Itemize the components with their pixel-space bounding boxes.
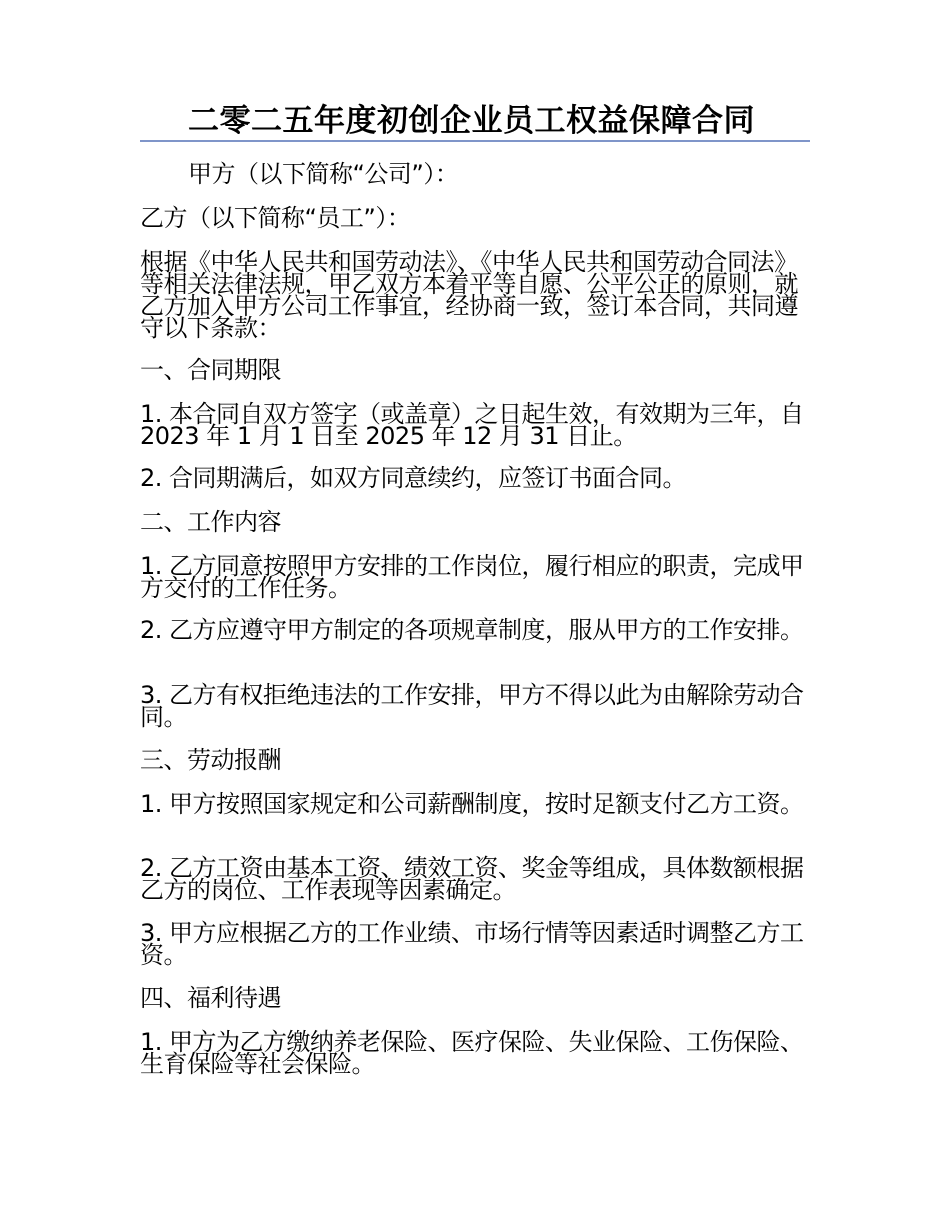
title-block [140, 100, 810, 144]
clause-benefits-1: 1. 甲方为乙方缴纳养老保险、医疗保险、失业保险、工伤保险、生育保险等社会保险。 [140, 1028, 804, 1078]
clause-work-3: 3. 乙方有权拒绝违法的工作安排，甲方不得以此为由解除劳动合同。 [140, 681, 804, 731]
section-heading-benefits: 四、福利待遇 [140, 984, 281, 1012]
title-underline [140, 140, 810, 142]
party-a-line: 甲方（以下简称“公司”）： [188, 160, 459, 188]
party-b-line: 乙方（以下简称“员工”）： [140, 204, 411, 232]
document-title: 二零二五年度初创企业员工权益保障合同 [188, 103, 755, 139]
clause-work-1: 1. 乙方同意按照甲方安排的工作岗位，履行相应的职责，完成甲方交付的工作任务。 [140, 552, 804, 602]
section-heading-pay: 三、劳动报酬 [140, 746, 281, 774]
section-heading-term: 一、合同期限 [140, 356, 281, 384]
section-heading-work: 二、工作内容 [140, 508, 281, 536]
clause-work-2: 2. 乙方应遵守甲方制定的各项规章制度，服从甲方的工作安排。 [140, 616, 804, 644]
clause-term-1: 1. 本合同自双方签字（或盖章）之日起生效，有效期为三年，自 2023 年 1 月 1 日至 2025 年 12 月 31 日止。 [140, 400, 804, 450]
clause-pay-3: 3. 甲方应根据乙方的工作业绩、市场行情等因素适时调整乙方工资。 [140, 919, 804, 969]
clause-pay-1: 1. 甲方按照国家规定和公司薪酬制度，按时足额支付乙方工资。 [140, 790, 804, 818]
clause-term-2: 2. 合同期满后，如双方同意续约，应签订书面合同。 [140, 464, 687, 492]
preamble-paragraph: 根据《中华人民共和国劳动法》、《中华人民共和国劳动合同法》等相关法律法规，甲乙双方本着平等自愿、公平公正的原则，就乙方加入甲方公司工作事宜，经协商一致，签订本合同，共同遵守以下条款： [140, 248, 798, 342]
clause-pay-2: 2. 乙方工资由基本工资、绩效工资、奖金等组成，具体数额根据乙方的岗位、工作表现等因素确定。 [140, 854, 804, 904]
